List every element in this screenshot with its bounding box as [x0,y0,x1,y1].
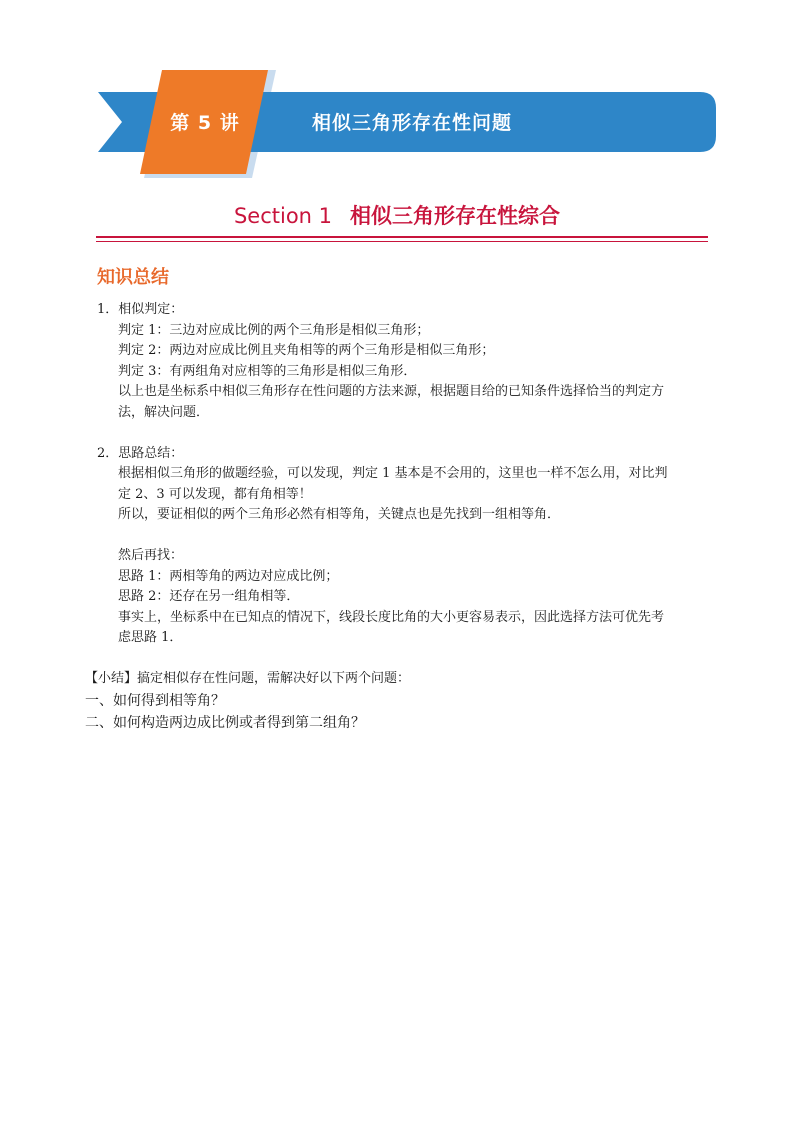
item1-line: 以上也是坐标系中相似三角形存在性问题的方法来源，根据题目给的已知条件选择恰当的判定方 [118,384,665,399]
item2-line: 定 2、3 可以发现，都有角相等！ [118,486,312,502]
item2-line: 虑思路 1． [118,630,183,645]
item2-line: 思路 2：还存在另一组角相等． [118,589,300,604]
item2-line: 然后再找： [118,548,184,563]
summary-question-1: 一、如何得到相等角？ [85,692,225,709]
spacer [97,526,712,547]
item2-line: 事实上，坐标系中在已知点的情况下，线段长度比角的大小更容易表示，因此选择方法可优先考 [118,609,665,625]
section-title: 相似三角形存在性综合 [350,204,561,228]
lecture-number: 第 5 讲 [170,112,240,134]
knowledge-heading: 知识总结 [97,267,169,288]
item2-line: 根据相似三角形的做题经验，可以发现，判定 1 基本是不会用的，这里也一样不怎么用，对比判 [118,466,668,481]
item1-line: 判定 1：三边对应成比例的两个三角形是相似三角形； [118,322,430,338]
spacer [97,423,712,444]
item2-heading: 2．思路总结： [97,445,184,461]
item2-line: 思路 1：两相等角的两边对应成比例； [118,568,339,584]
summary-question-2: 二、如何构造两边成比例或者得到第二组角？ [85,714,365,731]
item1-heading: 1．相似判定： [97,302,184,317]
item2-line: 所以，要证相似的两个三角形必然有相等角，关键点也是先找到一组相等角． [118,507,561,522]
item1-line: 判定 3：有两组角对应相等的三角形是相似三角形． [118,363,417,379]
body-text [85,300,712,734]
banner-graphic [0,0,794,190]
spacer [97,649,712,670]
lecture-banner [0,0,794,190]
section-number: Section 1 [233,204,333,228]
summary-intro: 【小结】搞定相似存在性问题，需解决好以下两个问题： [85,671,411,686]
item1-line: 法，解决问题． [118,404,210,420]
lecture-title: 相似三角形存在性问题 [312,112,513,134]
section-heading [0,200,794,230]
item1-line: 判定 2：两边对应成比例且夹角相等的两个三角形是相似三角形； [118,343,495,358]
section-rule-thick [96,236,708,238]
section-rule-thin [96,241,708,242]
